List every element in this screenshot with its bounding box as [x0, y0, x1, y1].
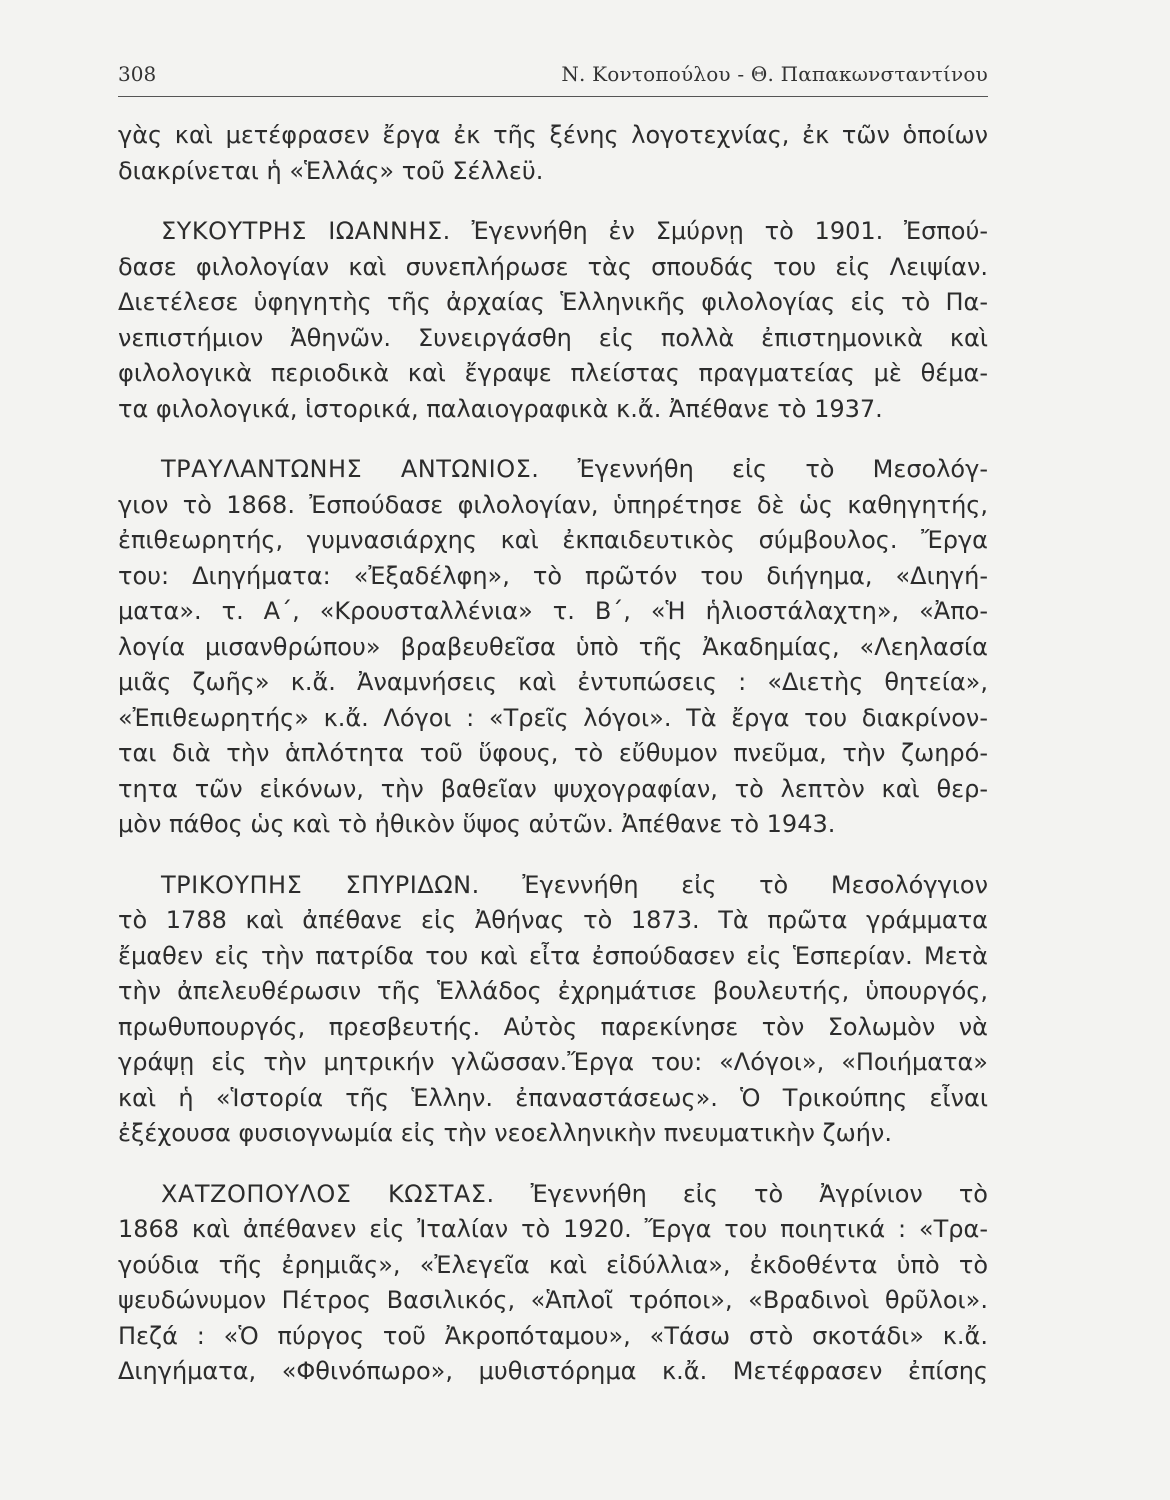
- intro-line: διακρίνεται ἡ «Ἑλλάς» τοῦ Σέλλεϋ.: [118, 156, 544, 185]
- entry-name: ΧΑΤΖΟΠΟΥΛΟΣ ΚΩΣΤΑΣ.: [161, 1179, 495, 1208]
- entry-line: τὴν ἀπελευθέρωσιν τῆς Ἑλλάδος ἐχρημάτισε βουλευτής, ὑπουργός,: [118, 977, 988, 1005]
- entry-line: λογία μισανθρώπου» βραβευθεῖσα ὑπὸ τῆς Ἀκαδημίας, «Λεηλασία: [118, 632, 988, 661]
- entry-name: ΤΡΑΥΛΑΝΤΩΝΗΣ ΑΝΤΩΝΙΟΣ.: [161, 455, 540, 483]
- entry-first-line: [118, 452, 988, 488]
- entry-line: τα φιλολογικά, ἱστορικά, παλαιογραφικὰ κ.ἄ. Ἀπέθανε τὸ 1937.: [118, 394, 883, 423]
- paragraph-gap: [118, 1152, 988, 1177]
- entry-line: γούδια τῆς ἐρημιᾶς», «Ἐλεγεῖα καὶ εἰδύλλια», ἐκδοθέντα ὑπὸ τὸ: [118, 1250, 988, 1279]
- entry-line: τητα τῶν εἰκόνων, τὴν βαθεῖαν ψυχογραφίαν, τὸ λεπτὸν καὶ θερ-: [118, 774, 988, 803]
- entry-line: ἐπιθεωρητής, γυμνασιάρχης καὶ ἐκπαιδευτικὸς σύμβουλος. Ἔργα: [118, 526, 988, 554]
- entry-line: «Ἐπιθεωρητής» κ.ἄ. Λόγοι : «Τρεῖς λόγοι». Τὰ ἔργα του διακρίνον-: [118, 703, 988, 732]
- entry-line: ται διὰ τὴν ἁπλότητα τοῦ ὕφους, τὸ εὔθυμον πνεῦμα, τὴν ζωηρό-: [118, 739, 988, 767]
- entry-line: μὸν πάθος ὡς καὶ τὸ ἠθικὸν ὕψος αὐτῶν. Ἀπέθανε τὸ 1943.: [118, 810, 836, 838]
- entry-first-line-text: Ἐγεννήθη εἰς τὸ Ἀγρίνιον τὸ: [530, 1179, 988, 1208]
- biography-entry: [118, 214, 988, 427]
- entry-line: φιλολογικὰ περιοδικὰ καὶ ἔγραψε πλείστας πραγματείας μὲ θέμα-: [118, 359, 988, 387]
- entry-line: 1868 καὶ ἀπέθανεν εἰς Ἰταλίαν τὸ 1920. Ἔργα του ποιητικά : «Τρα-: [118, 1215, 988, 1243]
- entry-first-line: [118, 868, 988, 904]
- entry-line: ματα». τ. Α΄, «Κρουσταλλένια» τ. Β΄, «Ἡ ἡλιοστάλαχτη», «Ἀπο-: [118, 597, 988, 625]
- entry-line: Διηγήματα, «Φθινόπωρο», μυθιστόρημα κ.ἄ. Μετέφρασεν ἐπίσης: [118, 1357, 988, 1385]
- entry-line: νεπιστήμιον Ἀθηνῶν. Συνειργάσθη εἰς πολλὰ ἐπιστημονικὰ καὶ: [118, 323, 988, 352]
- entry-first-line-text: Ἐγεννήθη ἐν Σμύρνῃ τὸ 1901. Ἐσπού-: [471, 217, 988, 245]
- entry-line: τὸ 1788 καὶ ἀπέθανε εἰς Ἀθήνας τὸ 1873. Τὰ πρῶτα γράμματα: [118, 906, 988, 934]
- entry-name: ΤΡΙΚΟΥΠΗΣ ΣΠΥΡΙΔΩΝ.: [161, 870, 480, 899]
- intro-line: γὰς καὶ μετέφρασεν ἔργα ἐκ τῆς ξένης λογοτεχνίας, ἐκ τῶν ὁποίων: [118, 121, 988, 149]
- entry-line: δασε φιλολογίαν καὶ συνεπλήρωσε τὰς σπουδάς του εἰς Λειψίαν.: [118, 252, 988, 281]
- entry-line: μιᾶς ζωῆς» κ.ἄ. Ἀναμνήσεις καὶ ἐντυπώσεις : «Διετὴς θητεία»,: [118, 668, 988, 696]
- entry-line: γράψῃ εἰς τὴν μητρικήν γλῶσσαν.Ἔργα του: «Λόγοι», «Ποιήματα»: [118, 1048, 988, 1076]
- running-title: Ν. Κοντοπούλου - Θ. Παπακωνσταντίνου: [561, 62, 988, 86]
- biography-entry: [118, 868, 988, 1152]
- entry-line: πρωθυπουργός, πρεσβευτής. Αὐτὸς παρεκίνησε τὸν Σολωμὸν νὰ: [118, 1012, 988, 1041]
- paragraph-gap: [118, 189, 988, 214]
- paragraph-gap: [118, 427, 988, 452]
- paragraph-gap: [118, 843, 988, 868]
- page-number: 308: [118, 62, 157, 86]
- entry-line: καὶ ἡ «Ἱστορία τῆς Ἑλλην. ἐπαναστάσεως». Ὁ Τρικούπης εἶναι: [118, 1083, 988, 1112]
- entry-line: ἔμαθεν εἰς τὴν πατρίδα του καὶ εἶτα ἐσπούδασεν εἰς Ἑσπερίαν. Μετὰ: [118, 941, 988, 970]
- entry-line: του: Διηγήματα: «Ἐξαδέλφη», τὸ πρῶτόν του διήγημα, «Διηγή-: [118, 561, 988, 590]
- header-rule: [118, 96, 988, 97]
- biography-entry: [118, 1177, 988, 1390]
- entry-line: γιον τὸ 1868. Ἐσπούδασε φιλολογίαν, ὑπηρέτησε δὲ ὡς καθηγητής,: [118, 490, 988, 519]
- biography-entry: [118, 452, 988, 843]
- entry-line: ψευδώνυμον Πέτρος Βασιλικός, «Ἁπλοῖ τρόποι», «Βραδινοὶ θρῦλοι».: [118, 1286, 988, 1314]
- entry-first-line-text: Ἐγεννήθη εἰς τὸ Μεσολόγ-: [577, 455, 988, 483]
- entry-line: ἐξέχουσα φυσιογνωμία εἰς τὴν νεοελληνικὴν πνευματικὴν ζωήν.: [118, 1119, 892, 1147]
- entry-line: Πεζά : «Ὁ πύργος τοῦ Ἀκροπόταμου», «Τάσω στὸ σκοτάδι» κ.ἄ.: [118, 1321, 988, 1350]
- entry-first-line: [118, 214, 988, 250]
- entry-line: Διετέλεσε ὑφηγητὴς τῆς ἀρχαίας Ἑλληνικῆς φιλολογίας εἰς τὸ Πα-: [118, 288, 988, 316]
- entry-first-line-text: Ἐγεννήθη εἰς τὸ Μεσολόγγιον: [522, 870, 988, 899]
- entry-name: ΣΥΚΟΥΤΡΗΣ ΙΩΑΝΝΗΣ.: [161, 217, 451, 245]
- page-body: [118, 118, 988, 1390]
- entry-first-line: [118, 1177, 988, 1213]
- page-header: [118, 62, 988, 92]
